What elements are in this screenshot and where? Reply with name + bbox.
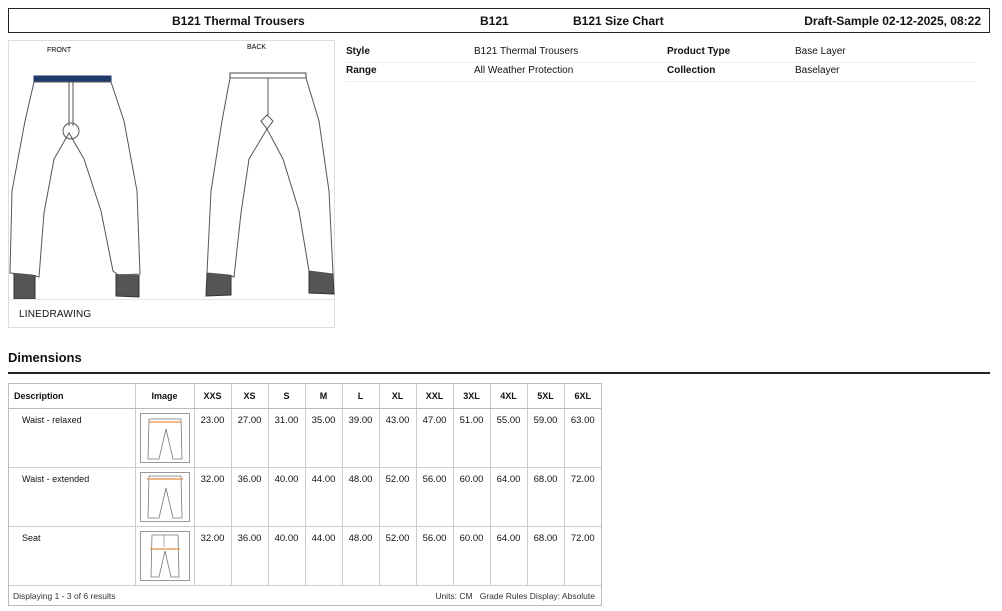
column-header-size: M (305, 384, 342, 408)
measurement-cell: 32.00 (194, 467, 231, 526)
measurement-cell: 44.00 (305, 526, 342, 585)
header-code: B121 (480, 14, 509, 28)
front-waistband (34, 76, 111, 82)
column-header-size: XXS (194, 384, 231, 408)
column-header-size: 4XL (490, 384, 527, 408)
measurement-cell: 68.00 (527, 526, 564, 585)
measurement-cell: 43.00 (379, 408, 416, 467)
attribute-label-range: Range (346, 65, 377, 76)
table-footer (9, 586, 601, 605)
row-description: Waist - extended (9, 467, 135, 526)
measurement-cell: 64.00 (490, 467, 527, 526)
product-attributes (346, 44, 976, 82)
measurement-cell: 40.00 (268, 526, 305, 585)
attribute-label-collection: Collection (667, 65, 716, 76)
column-header-size: XL (379, 384, 416, 408)
measurement-cell: 31.00 (268, 408, 305, 467)
measurement-cell: 52.00 (379, 526, 416, 585)
table-row[interactable] (9, 408, 601, 467)
measurement-cell: 36.00 (231, 467, 268, 526)
measurement-cell: 60.00 (453, 526, 490, 585)
measurement-cell: 44.00 (305, 467, 342, 526)
measurement-cell: 23.00 (194, 408, 231, 467)
measurement-cell: 48.00 (342, 526, 379, 585)
measurement-cell: 52.00 (379, 467, 416, 526)
table-row[interactable] (9, 526, 601, 585)
measurement-cell: 51.00 (453, 408, 490, 467)
attribute-row (346, 63, 976, 82)
measurement-cell: 32.00 (194, 526, 231, 585)
measurement-cell: 72.00 (564, 467, 601, 526)
column-header-description: Description (9, 384, 135, 408)
header-bar (8, 8, 990, 33)
line-drawing-panel (8, 40, 335, 328)
waist-extended-thumbnail-icon (140, 472, 190, 522)
attribute-value-style: B121 Thermal Trousers (474, 46, 579, 57)
header-chart-title: B121 Size Chart (573, 14, 664, 28)
measurement-cell: 68.00 (527, 467, 564, 526)
column-header-size: 5XL (527, 384, 564, 408)
measurement-cell: 39.00 (342, 408, 379, 467)
units-label: Units: CM (435, 590, 473, 601)
column-header-size: XS (231, 384, 268, 408)
waist-relaxed-thumbnail-icon (140, 413, 190, 463)
measurement-cell: 56.00 (416, 467, 453, 526)
column-header-size: 3XL (453, 384, 490, 408)
row-description: Waist - relaxed (9, 408, 135, 467)
header-title: B121 Thermal Trousers (172, 14, 305, 28)
column-header-size: 6XL (564, 384, 601, 408)
attribute-value-collection: Baselayer (795, 65, 840, 76)
back-label: BACK (247, 44, 267, 51)
measurement-cell: 60.00 (453, 467, 490, 526)
measurement-cell: 55.00 (490, 408, 527, 467)
grade-rules-label: Grade Rules Display: Absolute (479, 590, 595, 601)
dimensions-title: Dimensions (8, 350, 82, 365)
measurement-cell: 47.00 (416, 408, 453, 467)
front-label: FRONT (47, 47, 72, 54)
measurement-cell: 72.00 (564, 526, 601, 585)
results-count: Displaying 1 - 3 of 6 results (13, 590, 116, 601)
seat-thumbnail-icon (140, 531, 190, 581)
table-row[interactable] (9, 467, 601, 526)
measurement-cell: 56.00 (416, 526, 453, 585)
attribute-row (346, 44, 976, 63)
attribute-label-style: Style (346, 46, 370, 57)
trousers-line-drawing (9, 41, 336, 301)
measurement-cell: 40.00 (268, 467, 305, 526)
column-header-size: XXL (416, 384, 453, 408)
attribute-label-product-type: Product Type (667, 46, 731, 57)
dimensions-table (8, 383, 602, 606)
measurement-cell: 64.00 (490, 526, 527, 585)
back-trousers-drawing (206, 73, 334, 296)
measurement-cell: 35.00 (305, 408, 342, 467)
attribute-value-product-type: Base Layer (795, 46, 846, 57)
column-header-image: Image (135, 384, 194, 408)
measurement-cell: 36.00 (231, 526, 268, 585)
measurement-cell: 48.00 (342, 467, 379, 526)
attribute-value-range: All Weather Protection (474, 65, 574, 76)
header-draft-status: Draft-Sample 02-12-2025, 08:22 (804, 14, 981, 28)
measurement-cell: 63.00 (564, 408, 601, 467)
column-header-size: S (268, 384, 305, 408)
column-header-size: L (342, 384, 379, 408)
units-info (435, 591, 595, 601)
measurement-cell: 59.00 (527, 408, 564, 467)
row-description: Seat (9, 526, 135, 585)
dimensions-divider (8, 372, 990, 374)
front-trousers-drawing (10, 76, 140, 299)
table-header-row (9, 384, 601, 408)
measurement-cell: 27.00 (231, 408, 268, 467)
line-drawing-caption: LINEDRAWING (9, 299, 334, 327)
